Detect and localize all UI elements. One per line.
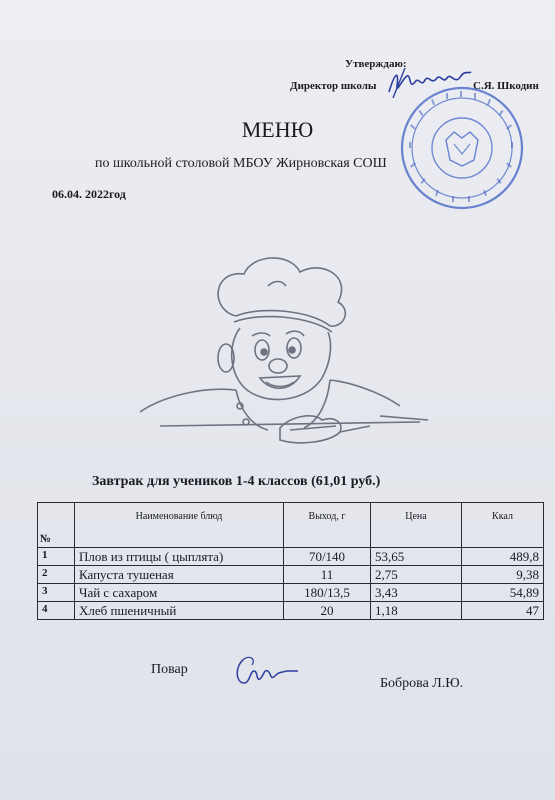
approval-name: С.Я. Шкодин — [473, 80, 539, 92]
table-row — [38, 566, 544, 584]
approval-role: Директор школы — [290, 80, 377, 92]
chef-illustration — [140, 250, 430, 450]
row-num: 2 — [38, 566, 75, 584]
table-row — [38, 584, 544, 602]
cook-name: Боброва Л.Ю. — [380, 676, 464, 691]
row-output: 70/140 — [284, 548, 371, 566]
menu-table — [37, 502, 544, 620]
header-kcal: Ккал — [462, 503, 544, 548]
cook-label: Повар — [151, 662, 188, 677]
row-num: 1 — [38, 548, 75, 566]
row-kcal: 489,8 — [462, 548, 544, 566]
table-header-row — [38, 503, 544, 548]
row-num: 4 — [38, 602, 75, 620]
row-price: 3,43 — [371, 584, 462, 602]
row-kcal: 54,89 — [462, 584, 544, 602]
row-dish: Плов из птицы ( цыплята) — [75, 548, 284, 566]
header-num: № — [38, 503, 75, 548]
row-num: 3 — [38, 584, 75, 602]
meal-header: Завтрак для учеников 1-4 классов (61,01 руб.) — [92, 474, 381, 489]
row-kcal: 9,38 — [462, 566, 544, 584]
page-subtitle: по школьной столовой МБОУ Жирновская СОШ — [95, 156, 387, 171]
approval-title: Утверждаю: — [345, 58, 407, 70]
header-price: Цена — [371, 503, 462, 548]
row-output: 11 — [284, 566, 371, 584]
header-dish: Наименование блюд — [75, 503, 284, 548]
header-output: Выход, г — [284, 503, 371, 548]
official-stamp — [398, 84, 526, 212]
row-output: 180/13,5 — [284, 584, 371, 602]
table-row — [38, 602, 544, 620]
row-price: 2,75 — [371, 566, 462, 584]
row-dish: Капуста тушеная — [75, 566, 284, 584]
row-price: 1,18 — [371, 602, 462, 620]
row-dish: Хлеб пшеничный — [75, 602, 284, 620]
cook-signature — [230, 653, 300, 689]
page-title: МЕНЮ — [241, 117, 314, 142]
menu-date: 06.04. 2022год — [52, 187, 126, 201]
table-row — [38, 548, 544, 566]
row-kcal: 47 — [462, 602, 544, 620]
row-price: 53,65 — [371, 548, 462, 566]
row-output: 20 — [284, 602, 371, 620]
row-dish: Чай с сахаром — [75, 584, 284, 602]
